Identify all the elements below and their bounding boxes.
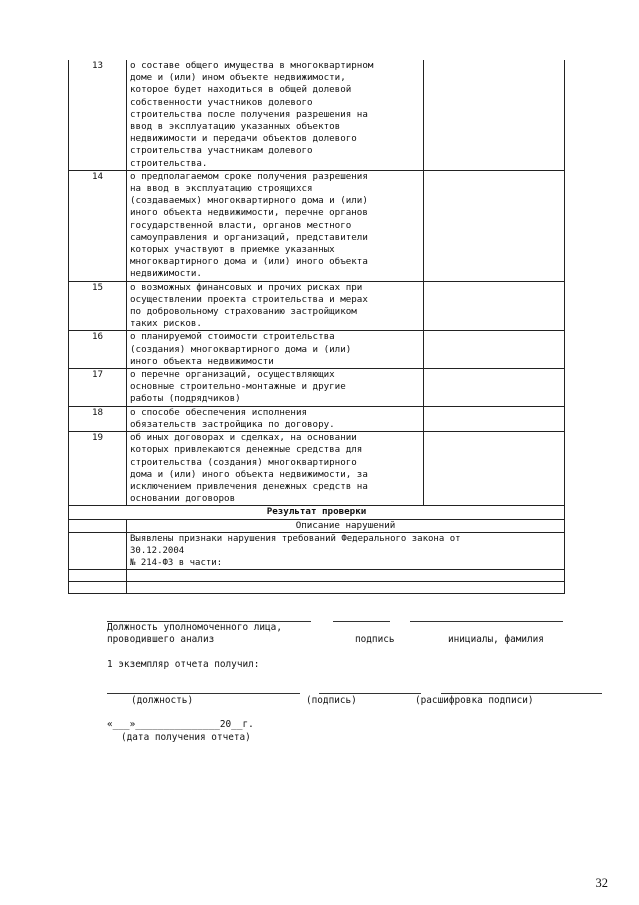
recipient-position-line	[107, 693, 300, 694]
row-number: 13	[69, 60, 127, 170]
table-row	[69, 369, 565, 407]
result-heading: Результат проверки	[69, 506, 565, 519]
recipient-signature-line	[319, 693, 421, 694]
row-blank-cell	[424, 406, 565, 431]
empty-row	[69, 581, 565, 593]
row-number: 17	[69, 369, 127, 407]
date-caption: (дата получения отчета)	[121, 732, 251, 743]
row-description: о перечне организаций, осуществляющих основные строительно-монтажные и другие работы (подрядчиков)	[127, 369, 424, 407]
empty-cell	[69, 569, 127, 581]
received-note: 1 экземпляр отчета получил:	[107, 659, 260, 670]
row-description: о способе обеспечения исполнения обязательств застройщика по договору.	[127, 406, 424, 431]
row-number: 14	[69, 170, 127, 281]
row-description: о возможных финансовых и прочих рисках при осуществлении проекта строительства и мерах по добровольному страхованию застройщиком таких рисков.	[127, 281, 424, 331]
signature-caption: подпись	[355, 634, 395, 645]
violations-number-cell	[69, 532, 127, 569]
row-blank-cell	[424, 369, 565, 407]
row-number: 15	[69, 281, 127, 331]
row-description: об иных договорах и сделках, на основании которых привлекаются денежные средства для строительства (создания) многоквартирного дома и (или) иного объекта недвижимости, за исключением привлечения денежных средств на основании договоров	[127, 432, 424, 506]
table-row	[69, 281, 565, 331]
date-line: «___»_______________20__г.	[107, 719, 254, 730]
signature-caption-2: (подпись)	[306, 695, 357, 706]
row-number: 16	[69, 331, 127, 369]
row-blank-cell	[424, 281, 565, 331]
signature-line	[333, 621, 390, 622]
row-blank-cell	[424, 60, 565, 170]
table-row	[69, 406, 565, 431]
table-row	[69, 432, 565, 506]
row-description: о планируемой стоимости строительства (создания) многоквартирного дома и (или) иного объекта недвижимости	[127, 331, 424, 369]
violations-heading: Описание нарушений	[127, 519, 565, 532]
row-number: 19	[69, 432, 127, 506]
row-number: 18	[69, 406, 127, 431]
row-description: о предполагаемом сроке получения разрешения на ввод в эксплуатацию строящихся (создаваемых) многоквартирного дома и (или) иного объекта недвижимости, перечне органов государственной власти, органов местного самоуправления и организаций, представители которых участвуют в приемке указанных многоквартирного дома и (или) иного объекта недвижимости.	[127, 170, 424, 281]
empty-row	[69, 569, 565, 581]
table-row	[69, 60, 565, 170]
violations-heading-row	[69, 519, 565, 532]
empty-cell	[69, 581, 127, 593]
initials-line	[410, 621, 563, 622]
decoding-caption: (расшифровка подписи)	[415, 695, 534, 706]
empty-cell	[127, 569, 565, 581]
official-position-label: Должность уполномоченного лица,	[107, 622, 282, 633]
row-blank-cell	[424, 331, 565, 369]
result-heading-row	[69, 506, 565, 519]
page-number: 32	[595, 876, 608, 890]
row-blank-cell	[424, 170, 565, 281]
table-row	[69, 331, 565, 369]
inspection-table	[68, 60, 565, 594]
recipient-decoding-line	[441, 693, 602, 694]
table-row	[69, 170, 565, 281]
violations-text: Выявлены признаки нарушения требований Федерального закона от 30.12.2004 № 214-ФЗ в части:	[127, 532, 565, 569]
violations-number-cell	[69, 519, 127, 532]
row-blank-cell	[424, 432, 565, 506]
row-description: о составе общего имущества в многоквартирном доме и (или) ином объекте недвижимости, которое будет находиться в общей долевой собственности участников долевого строительства после получения разрешения на ввод в эксплуатацию указанных объектов недвижимости и передачи объектов долевого строительства участникам долевого строительства.	[127, 60, 424, 170]
official-position-label-2: проводившего анализ	[107, 634, 215, 645]
initials-caption: инициалы, фамилия	[448, 634, 544, 645]
empty-cell	[127, 581, 565, 593]
position-caption: (должность)	[131, 695, 194, 706]
violations-text-row	[69, 532, 565, 569]
